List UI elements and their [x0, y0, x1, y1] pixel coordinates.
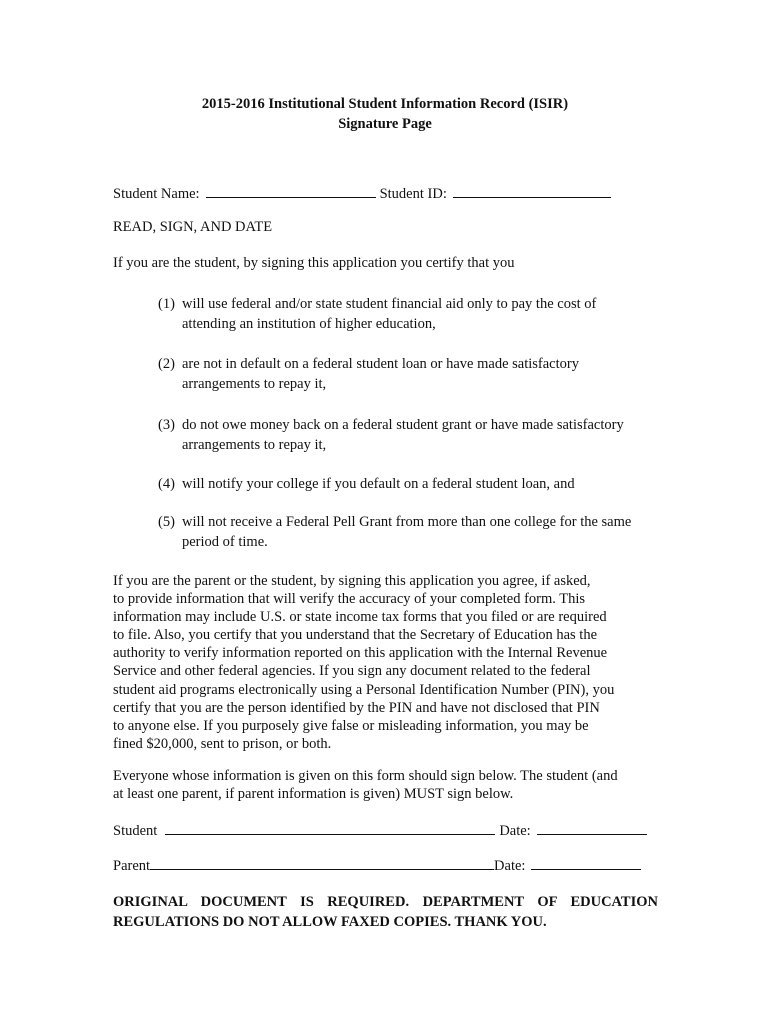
- title-line-1: 2015-2016 Institutional Student Information Record (ISIR): [201, 96, 569, 112]
- parent-date-label: Date:: [494, 858, 526, 874]
- item-number: (2): [158, 356, 175, 372]
- paragraph-line: at least one parent, if parent information is given) MUST sign below.: [113, 786, 514, 803]
- item-text-line: attending an institution of higher education,: [182, 316, 436, 332]
- closing-notice: [113, 892, 658, 932]
- item-text-line: do not owe money back on a federal student grant or have made satisfactory: [182, 417, 624, 433]
- student-date-field[interactable]: [537, 820, 647, 835]
- item-number: (3): [158, 417, 175, 433]
- item-text-line: will notify your college if you default on a federal student loan, and: [182, 476, 575, 492]
- item-text-line: will not receive a Federal Pell Grant from more than one college for the same: [182, 514, 632, 530]
- paragraph-line: to provide information that will verify the accuracy of your completed form. This: [113, 591, 586, 608]
- student-id-field[interactable]: [453, 183, 611, 198]
- page-title: [0, 94, 770, 134]
- parent-signature-field[interactable]: [150, 855, 494, 870]
- student-date-label: Date:: [499, 823, 531, 839]
- item-number: (4): [158, 476, 175, 492]
- item-number: (5): [158, 514, 175, 530]
- paragraph-line: fined $20,000, sent to prison, or both.: [113, 735, 332, 752]
- list-item: [158, 474, 658, 494]
- paragraph-line: If you are the parent or the student, by signing this application you agree, if asked,: [113, 573, 591, 589]
- item-text-line: period of time.: [182, 534, 268, 550]
- title-line-2: Signature Page: [338, 116, 432, 132]
- closing-line-1: ORIGINAL DOCUMENT IS REQUIRED. DEPARTMENT OF EDUCATION: [113, 894, 658, 910]
- list-item: [158, 512, 658, 552]
- paragraph-line: Service and other federal agencies. If you sign any document related to the federal: [113, 663, 591, 680]
- parent-date-field[interactable]: [531, 855, 641, 870]
- parent-certification-paragraph: [113, 572, 638, 753]
- item-number: (1): [158, 296, 175, 312]
- paragraph-line: information may include U.S. or state income tax forms that you filed or are required: [113, 609, 607, 626]
- student-name-label: Student Name:: [113, 186, 200, 202]
- list-item: [158, 415, 658, 455]
- item-text-line: arrangements to repay it,: [182, 376, 327, 392]
- closing-line-2: REGULATIONS DO NOT ALLOW FAXED COPIES. THANK YOU.: [113, 914, 547, 930]
- paragraph-line: certify that you are the person identified by the PIN and have not disclosed that PIN: [113, 699, 600, 716]
- student-name-field[interactable]: [206, 183, 376, 198]
- student-signature-field[interactable]: [165, 820, 495, 835]
- student-signature-label: Student: [113, 823, 158, 839]
- item-text-line: will use federal and/or state student financial aid only to pay the cost of: [182, 296, 597, 312]
- list-item: [158, 294, 658, 334]
- student-id-label: Student ID:: [379, 186, 447, 202]
- parent-signature-row: [113, 855, 645, 875]
- list-item: [158, 354, 658, 394]
- paragraph-line: student aid programs electronically using a Personal Identification Number (PIN), you: [113, 681, 615, 698]
- read-sign-date-heading: READ, SIGN, AND DATE: [113, 219, 273, 235]
- paragraph-line: authority to verify information reported on this application with the Internal Revenue: [113, 645, 608, 662]
- student-intro: If you are the student, by signing this application you certify that you: [113, 255, 515, 271]
- paragraph-line: to file. Also, you certify that you understand that the Secretary of Education has the: [113, 627, 598, 644]
- paragraph-line: Everyone whose information is given on this form should sign below. The student (and: [113, 768, 618, 784]
- sign-instruction-paragraph: [113, 767, 638, 803]
- item-text-line: arrangements to repay it,: [182, 437, 327, 453]
- student-info-row: [113, 183, 615, 204]
- paragraph-line: to anyone else. If you purposely give false or misleading information, you may be: [113, 717, 589, 734]
- parent-signature-label: Parent: [113, 858, 151, 874]
- item-text-line: are not in default on a federal student loan or have made satisfactory: [182, 356, 579, 372]
- student-signature-row: [113, 820, 651, 840]
